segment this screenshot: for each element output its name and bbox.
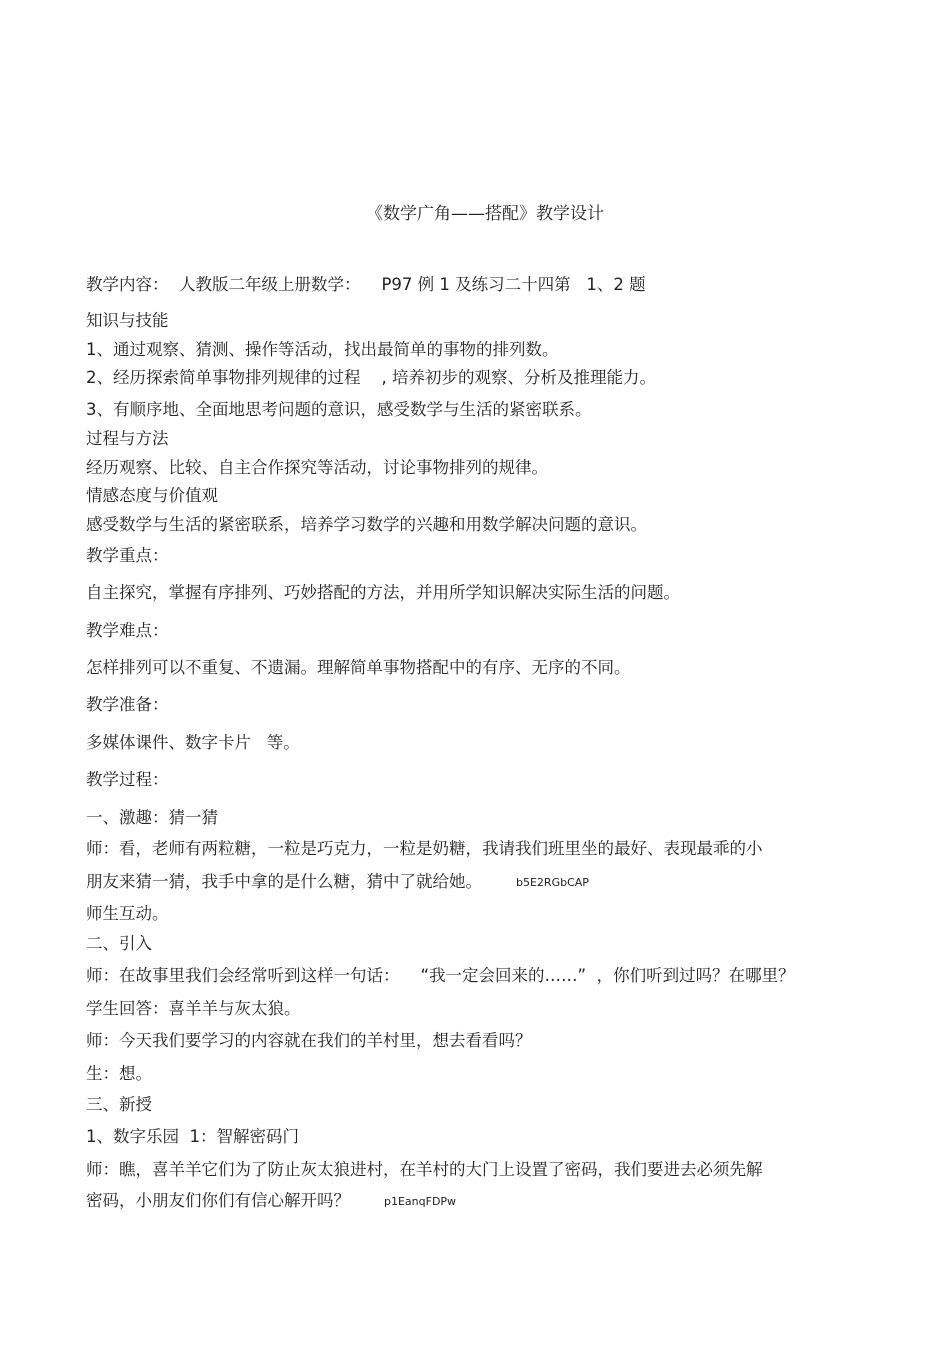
text-line: 2、经历探索简单事物排列规律的过程 , 培养初步的观察、分析及推理能力。 bbox=[86, 368, 656, 387]
document-title: 《数学广角——搭配》教学设计 bbox=[366, 204, 604, 224]
text-line bbox=[86, 871, 589, 894]
text-line: 师：今天我们要学习的内容就在我们的羊村里，想去看看吗？ bbox=[86, 1031, 532, 1050]
text-line: 知识与技能 bbox=[86, 311, 169, 330]
text-line: 教学重点： bbox=[86, 546, 169, 565]
text-line: 情感态度与价值观 bbox=[86, 486, 218, 505]
text-line: 怎样排列可以不重复、不遗漏。理解简单事物搭配中的有序、无序的不同。 bbox=[86, 658, 631, 677]
text-line: 教学内容： 人教版二年级上册数学： P97 例 1 及练习二十四第 1、2 题 bbox=[86, 275, 646, 294]
text-line: 教学过程： bbox=[86, 770, 169, 789]
text-line: 师：在故事里我们会经常听到这样一句话： “我一定会回来的……” ，你们听到过吗？在哪里？ bbox=[86, 966, 795, 985]
text-line: 3、有顺序地、全面地思考问题的意识，感受数学与生活的紧密联系。 bbox=[86, 400, 592, 419]
text-line: 自主探究，掌握有序排列、巧妙搭配的方法，并用所学知识解决实际生活的问题。 bbox=[86, 583, 680, 602]
text-line: 教学准备： bbox=[86, 695, 169, 714]
text-line: 1、数字乐园 1：智解密码门 bbox=[86, 1127, 299, 1146]
doc-code: p1EanqFDPw bbox=[384, 1194, 457, 1208]
text-line: 师生互动。 bbox=[86, 904, 169, 923]
text-line: 经历观察、比较、自主合作探究等活动，讨论事物排列的规律。 bbox=[86, 458, 548, 477]
text-line: 师：瞧，喜羊羊它们为了防止灰太狼进村，在羊村的大门上设置了密码，我们要进去必须先解 bbox=[86, 1160, 763, 1179]
text-line bbox=[86, 1190, 456, 1213]
text-line: 二、引入 bbox=[86, 934, 152, 953]
text-line: 教学难点： bbox=[86, 621, 169, 640]
text-span: 朋友来猜一猜，我手中拿的是什么糖，猜中了就给她。 bbox=[86, 872, 482, 891]
text-line: 感受数学与生活的紧密联系，培养学习数学的兴趣和用数学解决问题的意识。 bbox=[86, 515, 647, 534]
text-line: 一、激趣：猜一猜 bbox=[86, 808, 218, 827]
text-line: 1、通过观察、猜测、操作等活动，找出最简单的事物的排列数。 bbox=[86, 340, 559, 359]
doc-code: b5E2RGbCAP bbox=[516, 875, 589, 889]
text-line: 多媒体课件、数字卡片 等。 bbox=[86, 733, 300, 752]
text-line: 师：看，老师有两粒糖，一粒是巧克力，一粒是奶糖，我请我们班里坐的最好、表现最乖的小 bbox=[86, 839, 763, 858]
text-line: 学生回答：喜羊羊与灰太狼。 bbox=[86, 999, 301, 1018]
text-line: 生：想。 bbox=[86, 1064, 152, 1083]
text-line: 过程与方法 bbox=[86, 429, 169, 448]
text-line: 三、新授 bbox=[86, 1095, 152, 1114]
text-span: 密码，小朋友们你们有信心解开吗？ bbox=[86, 1191, 350, 1210]
